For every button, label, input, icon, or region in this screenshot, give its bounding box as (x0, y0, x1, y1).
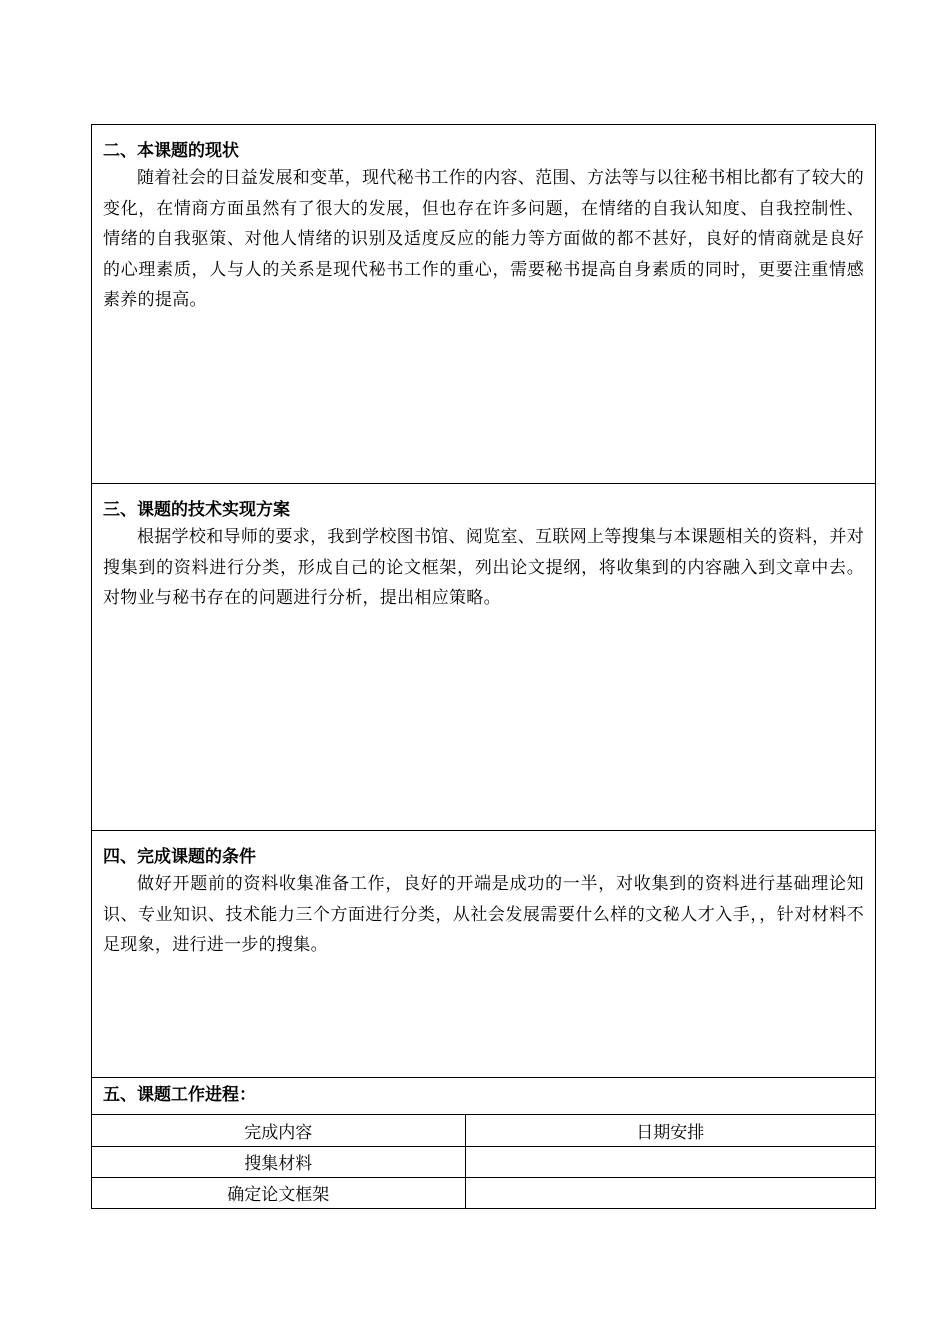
section-work-progress (92, 1078, 875, 1115)
section-current-status (92, 125, 875, 484)
section-body: 根据学校和导师的要求，我到学校图书馆、阅览室、互联网上等搜集与本课题相关的资料，并对搜集到的资料进行分类，形成自己的论文框架，列出论文提纲，将收集到的内容融入到文章中去。对物业与秘书存在的问题进行分析，提出相应策略。 (103, 527, 864, 608)
schedule-table (92, 1115, 875, 1208)
table-cell-content: 搜集材料 (92, 1146, 465, 1177)
section-heading: 五、课题工作进程： (103, 1085, 256, 1105)
proposal-form (91, 124, 876, 1209)
table-cell-date (465, 1146, 875, 1177)
table-header-row (92, 1115, 875, 1146)
table-cell-date (465, 1177, 875, 1208)
section-conditions (92, 831, 875, 1078)
section-body: 做好开题前的资料收集准备工作，良好的开端是成功的一半，对收集到的资料进行基础理论知识、专业知识、技术能力三个方面进行分类，从社会发展需要什么样的文秘人才入手，，针对材料不足现象，进行进一步的搜集。 (103, 874, 864, 955)
section-heading: 三、课题的技术实现方案 (103, 500, 290, 520)
table-row (92, 1146, 875, 1177)
section-technical-plan (92, 484, 875, 831)
section-heading: 四、完成课题的条件 (103, 847, 256, 867)
section-body: 随着社会的日益发展和变革，现代秘书工作的内容、范围、方法等与以往秘书相比都有了较大的变化，在情商方面虽然有了很大的发展，但也存在许多问题，在情绪的自我认知度、自我控制性、情绪的自我驱策、对他人情绪的识别及适度反应的能力等方面做的都不甚好，良好的情商就是良好的心理素质，人与人的关系是现代秘书工作的重心，需要秘书提高自身素质的同时，更要注重情感素养的提高。 (103, 168, 864, 310)
section-heading: 二、本课题的现状 (103, 141, 239, 161)
column-header-content: 完成内容 (92, 1115, 465, 1146)
column-header-date: 日期安排 (636, 1122, 705, 1143)
table-row (92, 1177, 875, 1208)
table-cell-content: 确定论文框架 (92, 1177, 465, 1208)
